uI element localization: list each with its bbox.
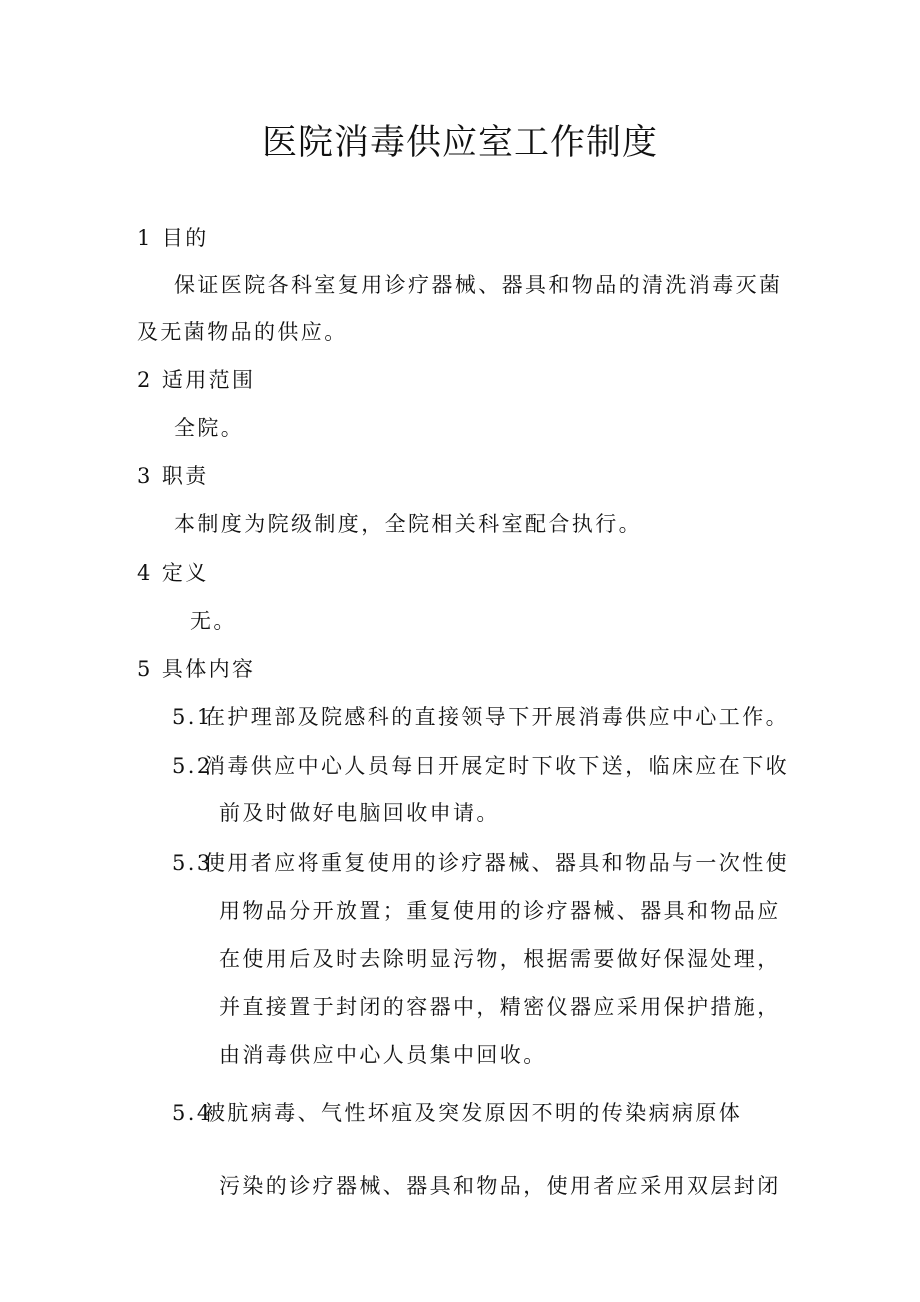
item-number: 5.2 <box>172 754 213 778</box>
item-line: 污染的诊疗器械、器具和物品，使用者应采用双层封闭 <box>219 1174 781 1198</box>
item-line: 并直接置于封闭的容器中，精密仪器应采用保护措施， <box>219 995 781 1019</box>
item-line: 用物品分开放置；重复使用的诊疗器械、器具和物品应 <box>219 899 781 923</box>
item-line: 由消毒供应中心人员集中回收。 <box>219 1043 547 1067</box>
paragraph-line: 及无菌物品的供应。 <box>137 320 348 344</box>
item-line: 前及时做好电脑回收申请。 <box>219 801 500 825</box>
item-line: 消毒供应中心人员每日开展定时下收下送，临床应在下收 <box>204 754 789 778</box>
section-heading-content: 5 具体内容 <box>137 657 256 681</box>
section-heading-responsibility: 3 职责 <box>137 464 209 488</box>
item-number: 5.3 <box>172 851 213 875</box>
paragraph-line: 无。 <box>190 609 237 633</box>
section-heading-scope: 2 适用范围 <box>137 368 256 392</box>
item-line: 在护理部及院感科的直接领导下开展消毒供应中心工作。 <box>204 705 789 729</box>
document-title: 医院消毒供应室工作制度 <box>261 123 658 163</box>
item-line: 使用者应将重复使用的诊疗器械、器具和物品与一次性使 <box>204 851 789 875</box>
paragraph-line: 全院。 <box>174 416 245 440</box>
paragraph-line: 本制度为院级制度，全院相关科室配合执行。 <box>174 512 642 536</box>
section-heading-definition: 4 定义 <box>137 561 209 585</box>
item-number: 5.1 <box>172 705 213 729</box>
section-heading-purpose: 1 目的 <box>137 226 209 250</box>
item-line: 在使用后及时去除明显污物，根据需要做好保湿处理， <box>219 947 781 971</box>
item-line: 被肮病毒、气性坏疽及突发原因不明的传染病病原体 <box>204 1101 743 1125</box>
paragraph-line: 保证医院各科室复用诊疗器械、器具和物品的清洗消毒灭菌 <box>174 273 783 297</box>
item-number: 5.4 <box>172 1101 213 1125</box>
